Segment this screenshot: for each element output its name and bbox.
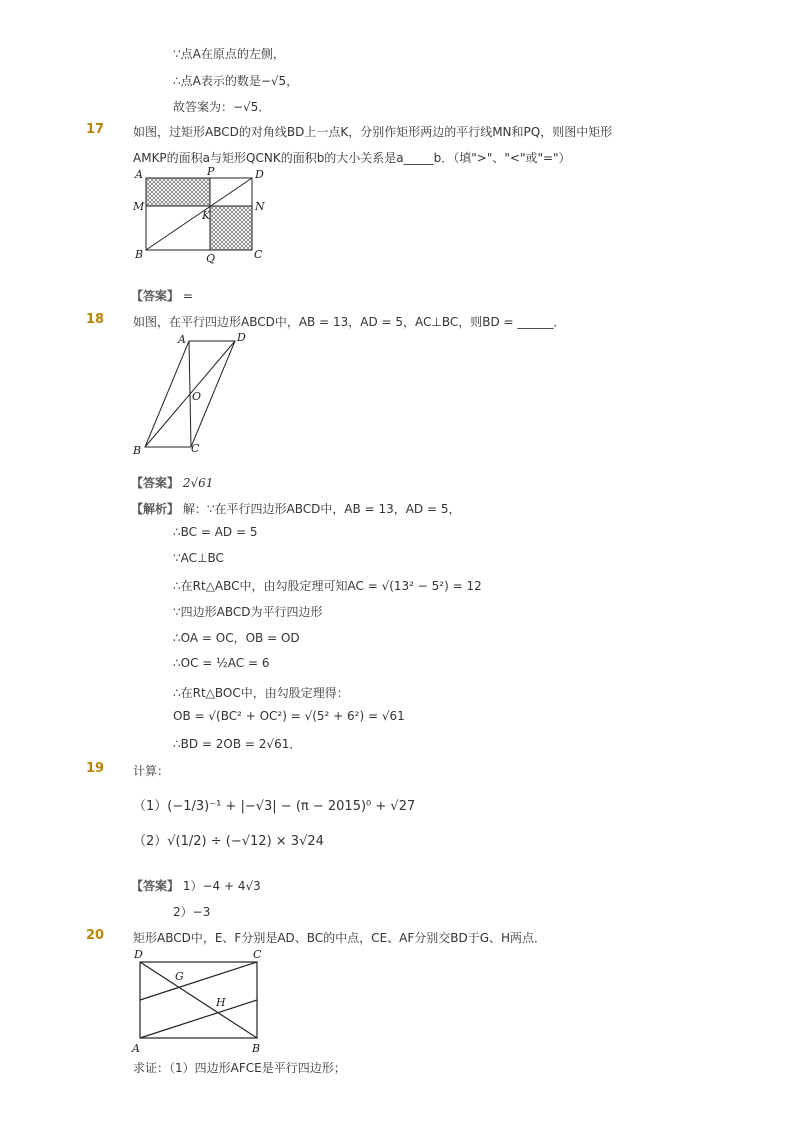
q17-answer-row [131, 287, 193, 304]
q17-label-a: A [135, 168, 143, 181]
q18-analysis-label: 【解析】 [131, 502, 180, 516]
q19-answer-row [131, 877, 261, 894]
question-number-20: 20 [86, 928, 105, 943]
q17-text-line1: 如图，过矩形ABCD的对角线BD上一点K，分别作矩形两边的平行线MN和PQ，则图中矩形 [133, 125, 613, 139]
q17-rectangle-figure [130, 166, 270, 264]
q17-shaded-rect-qcnk [210, 206, 252, 250]
q17-label-m: M [133, 200, 145, 213]
q18-label-o: O [192, 390, 202, 403]
q17-label-b: B [135, 248, 144, 261]
q19-title: 计算： [133, 764, 170, 778]
q18-label-c: C [191, 442, 200, 455]
q20-text: 矩形ABCD中，E、F分别是AD、BC的中点，CE、AF分别交BD于G、H两点． [133, 931, 547, 945]
q17-label-d: D [255, 168, 264, 181]
question-number-17: 17 [86, 122, 105, 137]
q17-label-c: C [254, 248, 263, 261]
q19-answer-label: 【答案】 [131, 879, 180, 893]
q17-answer-value: = [182, 289, 193, 303]
q20-label-g: G [175, 970, 184, 983]
q18-step: ∴在Rt△ABC中，由勾股定理可知AC = √(13² − 5²) = 12 [173, 579, 482, 593]
q17-label-k: K [202, 209, 211, 222]
q18-step: ∴BC = AD = 5 [173, 525, 258, 539]
q20-label-b: B [252, 1042, 261, 1055]
q18-step: ∴在Rt△BOC中，由勾股定理得： [173, 686, 349, 700]
q18-answer-label: 【答案】 [131, 476, 180, 490]
q18-analysis-row [131, 500, 461, 517]
q17-shaded-rect-amkp [146, 178, 210, 206]
question-number-19: 19 [86, 761, 105, 776]
q18-step: ∵AC⊥BC [173, 551, 224, 565]
q18-parallelogram-figure [130, 330, 255, 458]
q20-proof-line: 求证：（1）四边形AFCE是平行四边形； [133, 1061, 346, 1075]
q20-label-h: H [216, 996, 226, 1009]
q18-answer-row [131, 474, 213, 491]
q19-answer-2: 2）−3 [173, 905, 211, 919]
q20-label-c: C [253, 948, 262, 961]
q19-part-2: （2）√(1/2) ÷ (−√12) × 3√24 [133, 834, 324, 849]
q18-label-d: D [237, 331, 246, 344]
q20-rectangle-figure [128, 944, 270, 1056]
prev-line-1: ∵点A在原点的左侧， [173, 47, 285, 61]
q18-analysis-first: 解：∵在平行四边形ABCD中，AB = 13，AD = 5， [182, 502, 461, 516]
q17-label-n: N [255, 200, 265, 213]
q18-label-a: A [178, 333, 186, 346]
q18-label-b: B [133, 444, 142, 457]
q18-step: ∵四边形ABCD为平行四边形 [173, 605, 323, 619]
question-number-18: 18 [86, 312, 105, 327]
q18-step: ∴OA = OC，OB = OD [173, 631, 300, 645]
q18-step: ∴OC = ½AC = 6 [173, 656, 270, 670]
q18-text: 如图，在平行四边形ABCD中，AB = 13，AD = 5，AC⊥BC，则BD = ______． [133, 315, 566, 329]
q17-label-p: P [207, 166, 215, 178]
q17-label-q: Q [206, 252, 216, 264]
q20-label-a: A [132, 1042, 140, 1055]
q19-part-1: （1）(−1/3)⁻¹ + |−√3| − (π − 2015)⁰ + √27 [133, 799, 416, 814]
q17-text-line2: AMKP的面积a与矩形QCNK的面积b的大小关系是a_____b．（填">"、"<"或"="） [133, 151, 571, 165]
q20-label-d: D [134, 948, 143, 961]
q18-step: OB = √(BC² + OC²) = √(5² + 6²) = √61 [173, 709, 405, 723]
q17-answer-label: 【答案】 [131, 289, 180, 303]
q18-step: ∴BD = 2OB = 2√61． [173, 737, 302, 751]
q18-answer-value: 2√61 [182, 476, 214, 490]
q19-answer-1: 1）−4 + 4√3 [182, 879, 261, 893]
prev-line-2: ∴点A表示的数是−√5， [173, 74, 299, 88]
prev-line-3: 故答案为：−√5． [173, 100, 271, 114]
